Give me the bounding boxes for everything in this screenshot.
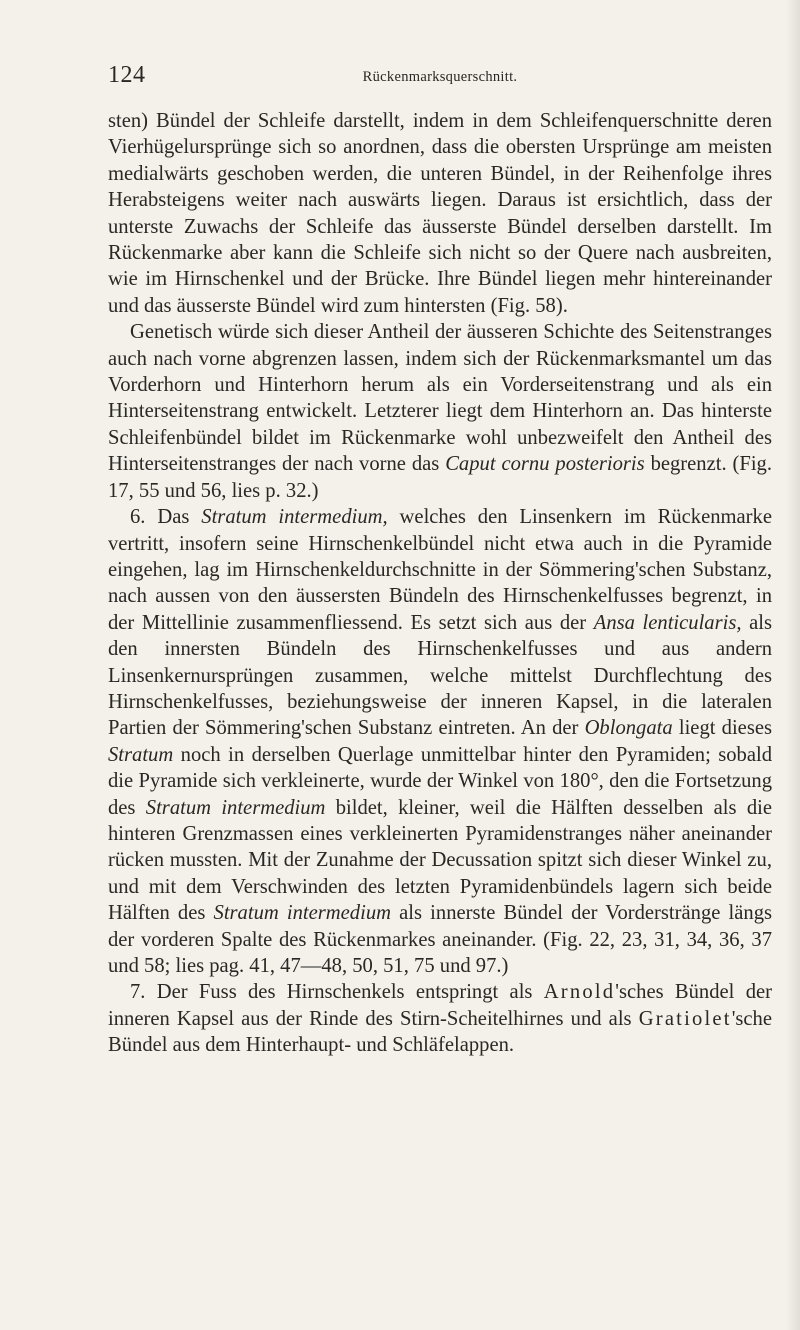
- paragraph: [108, 108, 772, 319]
- text-run: welches den Linsenkern im Rückenmarke vertritt, insofern seine Hirnschenkelbündel nicht etwa auch in die Pyramide eingehen, lag im Hirnschenkeldurchschnitte in der Sömmering'schen Substanz, nach aussen von den äussersten Bündeln des Hirnschenkelfusses begrenzt, in der Mittellinie zusammenfliessend. Es setzt sich aus der: [108, 506, 772, 634]
- page-header: [108, 62, 772, 92]
- text-run: bildet, kleiner, weil die Hälften desselben als die hinteren Grenzmassen eines verkleinerten Pyramidenstranges näher aneinander rücken mussten. Mit der Zunahme der Decussation spitzt sich dieser Winkel zu, und mit dem Verschwinden des letzten Pyramidenbündels lagern sich beide Hälften des: [108, 796, 772, 925]
- italic-term: Stratum intermedium: [213, 902, 391, 925]
- italic-term: Ansa lenticularis,: [593, 611, 742, 634]
- italic-term: Caput cornu posterioris: [445, 453, 645, 476]
- text-run: 6. Das: [130, 506, 202, 529]
- page-number: 124: [108, 62, 146, 88]
- running-head: Rückenmarksquerschnitt.: [362, 69, 518, 85]
- italic-term: Stratum: [108, 743, 174, 766]
- text-run: begrenzt. (Fig. 17, 55 und 56, lies p. 32.): [108, 453, 772, 502]
- paragraph: [108, 979, 772, 1058]
- text-run: liegt dieses: [672, 717, 772, 740]
- text-run: sten) Bündel der Schleife darstellt, indem in dem Schleifenquerschnitte deren Vierhügelursprünge sich so anordnen, dass die obersten Ursprünge am meisten medialwärts geschoben werden, die unteren Bündel, in der Reihenfolge ihres Herabsteigens weiter nach auswärts liegen. Daraus ist ersichtlich, dass der unterste Zuwachs der Schleife das äusserste Bündel derselben darstellt. Im Rückenmarke aber kann die Schleife sich nicht so der Quere nach ausbreiten, wie im Hirnschenkel und der Brücke. Ihre Bündel liegen mehr hintereinander und das äusserste Bündel wird zum hintersten (Fig. 58).: [108, 110, 772, 317]
- text-run: Genetisch würde sich dieser Antheil der äusseren Schichte des Seitenstranges auch nach vorne abgrenzen lassen, indem sich der Rückenmarksmantel um das Vorderhorn und Hinterhorn herum als ein Vorderseitenstrang und als ein Hinterseitenstrang entwickelt. Letzterer liegt dem Hinterhorn an. Das hinterste Schleifenbündel bildet im Rückenmarke wohl unbezweifelt den Antheil des Hinterseitenstranges der nach vorne das: [108, 321, 772, 476]
- spaced-name: Arnold: [543, 981, 616, 1004]
- italic-term: Stratum intermedium,: [201, 506, 388, 529]
- text-run: 'sches Bündel der inneren Kapsel aus der Rinde des Stirn-Scheitelhirnes und als: [108, 981, 772, 1030]
- italic-term: Oblongata: [584, 717, 673, 740]
- text-run: als den innersten Bündeln des Hirnschenkelfusses und aus andern Linsenkernursprüngen zusammen, welche mittelst Durchflechtung des Hirnschenkelfusses, beziehungsweise der inneren Kapsel, in die lateralen Partien der Sömmering'schen Substanz eintreten. An der: [108, 611, 772, 740]
- text-run: 7. Der Fuss des Hirnschenkels entspringt als: [130, 981, 544, 1004]
- paragraph: [108, 504, 772, 979]
- spaced-name: Gratiolet: [638, 1007, 732, 1030]
- italic-term: Stratum intermedium: [145, 796, 326, 819]
- text-run: noch in derselben Querlage unmittelbar hinter den Pyramiden; sobald die Pyramide sich verkleinerte, wurde der Winkel von 180°, den die Fortsetzung des: [108, 743, 772, 819]
- text-run: 'sche Bündel aus dem Hinterhaupt- und Schläfelappen.: [108, 1007, 772, 1057]
- text-run: als innerste Bündel der Vorderstränge längs der vorderen Spalte des Rückenmarkes aneinander. (Fig. 22, 23, 31, 34, 36, 37 und 58; lies pag. 41, 47—48, 50, 51, 75 und 97.): [108, 902, 773, 977]
- body-text: [108, 108, 772, 1059]
- page-edge-shadow: [786, 0, 800, 1330]
- paragraph: [108, 319, 772, 504]
